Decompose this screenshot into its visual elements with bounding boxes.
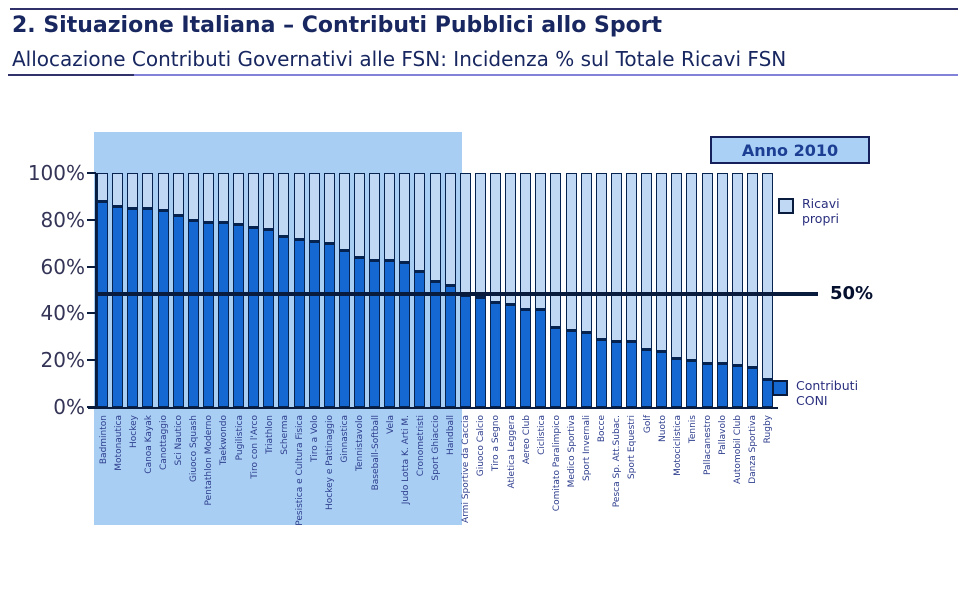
segment-contributi-coni bbox=[97, 201, 108, 407]
bar-pallacanestro bbox=[702, 173, 713, 407]
segment-ricavi-propri bbox=[218, 173, 229, 222]
segment-ricavi-propri bbox=[112, 173, 123, 206]
segment-ricavi-propri bbox=[369, 173, 380, 260]
x-label: Armi Sportive da Caccia bbox=[461, 415, 472, 524]
bar-medico-sportiva bbox=[566, 173, 577, 407]
segment-contributi-coni bbox=[747, 367, 758, 407]
x-label: Badminton bbox=[98, 415, 109, 465]
segment-contributi-coni bbox=[686, 360, 697, 407]
x-label: Hockey e Pattinaggio bbox=[325, 415, 336, 510]
segment-ricavi-propri bbox=[188, 173, 199, 220]
x-label: Hockey bbox=[128, 415, 139, 448]
segment-ricavi-propri bbox=[248, 173, 259, 227]
segment-ricavi-propri bbox=[460, 173, 471, 295]
bar-ginnastica bbox=[339, 173, 350, 407]
x-label: Comitato Paralimpico bbox=[551, 415, 562, 512]
segment-contributi-coni bbox=[505, 304, 516, 407]
contributi-coni-label: Contributi CONI bbox=[796, 378, 859, 408]
page-subtitle: Allocazione Contributi Governativi alle FSN: Incidenza % sul Totale Ricavi FSN bbox=[12, 47, 787, 71]
segment-ricavi-propri bbox=[294, 173, 305, 239]
x-label: Motonautica bbox=[113, 415, 124, 471]
bar-tennistavolo bbox=[354, 173, 365, 407]
segment-ricavi-propri bbox=[339, 173, 350, 250]
x-label: Rugby bbox=[763, 415, 774, 444]
segment-ricavi-propri bbox=[596, 173, 607, 339]
segment-contributi-coni bbox=[732, 365, 743, 407]
bar-badminton bbox=[97, 173, 108, 407]
segment-contributi-coni bbox=[717, 363, 728, 407]
y-tick-label: 100% bbox=[27, 161, 85, 185]
x-label: Pesistica e Cultura Fisica bbox=[295, 415, 305, 526]
segment-ricavi-propri bbox=[233, 173, 244, 224]
bar-danza-sportiva bbox=[747, 173, 758, 407]
bar-hockey-e-pattinaggio bbox=[324, 173, 335, 407]
bar-sport-invernali bbox=[581, 173, 592, 407]
segment-contributi-coni bbox=[188, 220, 199, 407]
bar-hockey bbox=[127, 173, 138, 407]
x-label: Sport Invernali bbox=[582, 415, 593, 482]
top-divider bbox=[10, 8, 958, 10]
x-label: Canottaggio bbox=[159, 415, 169, 471]
segment-ricavi-propri bbox=[263, 173, 274, 229]
bar-sport-ghiaccio bbox=[430, 173, 441, 407]
segment-ricavi-propri bbox=[717, 173, 728, 363]
segment-contributi-coni bbox=[460, 295, 471, 407]
y-tick-label: 80% bbox=[40, 207, 85, 232]
bar-judo-lotta-k-arti-m- bbox=[399, 173, 410, 407]
bar-comitato-paralimpico bbox=[550, 173, 561, 407]
x-label: Motociclistica bbox=[672, 415, 683, 476]
bar-ciclistica bbox=[535, 173, 546, 407]
bar-pesistica-e-cultura-fisica bbox=[294, 173, 305, 407]
x-label: Canoa Kayak bbox=[143, 415, 154, 474]
segment-ricavi-propri bbox=[309, 173, 320, 241]
subtitle-underline bbox=[8, 74, 958, 76]
segment-contributi-coni bbox=[702, 363, 713, 407]
bar-giuoco-calcio bbox=[475, 173, 486, 407]
x-label: Pallacanestro bbox=[703, 415, 713, 475]
x-label: Scherma bbox=[279, 415, 290, 455]
segment-contributi-coni bbox=[399, 262, 410, 407]
segment-contributi-coni bbox=[142, 208, 153, 407]
page-title: 2. Situazione Italiana – Contributi Pubblici allo Sport bbox=[12, 13, 663, 38]
segment-contributi-coni bbox=[566, 330, 577, 407]
bar-giuoco-squash bbox=[188, 173, 199, 407]
segment-contributi-coni bbox=[596, 339, 607, 407]
bar-pesca-sp-att-subac- bbox=[611, 173, 622, 407]
segment-contributi-coni bbox=[520, 309, 531, 407]
segment-ricavi-propri bbox=[399, 173, 410, 262]
x-label: Taekwondo bbox=[219, 415, 230, 466]
bar-armi-sportive-da-caccia bbox=[460, 173, 471, 407]
segment-ricavi-propri bbox=[671, 173, 682, 358]
segment-ricavi-propri bbox=[173, 173, 184, 215]
x-label: Vela bbox=[385, 415, 396, 435]
segment-ricavi-propri bbox=[445, 173, 456, 285]
bar-rugby bbox=[762, 173, 773, 407]
segment-ricavi-propri bbox=[732, 173, 743, 365]
bar-sci-nautico bbox=[173, 173, 184, 407]
segment-contributi-coni bbox=[641, 349, 652, 408]
x-label: Giuoco Calcio bbox=[476, 415, 487, 477]
fifty-percent-label: 50% bbox=[830, 283, 874, 304]
bar-triathlon bbox=[263, 173, 274, 407]
segment-ricavi-propri bbox=[535, 173, 546, 309]
segment-ricavi-propri bbox=[278, 173, 289, 236]
segment-contributi-coni bbox=[233, 224, 244, 407]
segment-ricavi-propri bbox=[566, 173, 577, 330]
bar-pallavolo bbox=[717, 173, 728, 407]
segment-ricavi-propri bbox=[611, 173, 622, 341]
x-label: Sci Nautico bbox=[174, 415, 185, 466]
segment-ricavi-propri bbox=[127, 173, 138, 208]
segment-contributi-coni bbox=[127, 208, 138, 407]
x-label: Tennis bbox=[687, 415, 698, 444]
y-tick-label: 20% bbox=[40, 348, 85, 373]
bar-tiro-a-segno bbox=[490, 173, 501, 407]
bar-pugilistica bbox=[233, 173, 244, 407]
x-label: Pallavolo bbox=[718, 415, 729, 455]
x-label: Golf bbox=[642, 415, 653, 434]
bar-handball bbox=[445, 173, 456, 407]
y-axis-line bbox=[95, 173, 97, 408]
segment-contributi-coni bbox=[158, 210, 169, 407]
segment-ricavi-propri bbox=[656, 173, 667, 351]
x-label: Baseball-Softball bbox=[370, 415, 381, 491]
x-label: Sport Ghiaccio bbox=[431, 415, 441, 481]
segment-contributi-coni bbox=[535, 309, 546, 407]
bar-bocce bbox=[596, 173, 607, 407]
bar-sport-equestri bbox=[626, 173, 637, 407]
subtitle-underline-dark bbox=[8, 74, 134, 76]
x-label: Atletica Leggera bbox=[506, 415, 517, 489]
x-label: Medico Sportiva bbox=[567, 415, 577, 488]
bar-automobil-club bbox=[732, 173, 743, 407]
x-label: Danza Sportiva bbox=[748, 415, 759, 484]
bar-cronometristi bbox=[414, 173, 425, 407]
legend-ricavi-propri bbox=[778, 196, 840, 226]
bar-scherma bbox=[278, 173, 289, 407]
x-label: Pesca Sp. Att.Subac. bbox=[612, 415, 623, 508]
x-label: Ginnastica bbox=[340, 415, 351, 463]
x-label: Triathlon bbox=[264, 415, 275, 454]
segment-contributi-coni bbox=[339, 250, 350, 407]
bar-tennis bbox=[686, 173, 697, 407]
segment-ricavi-propri bbox=[384, 173, 395, 260]
segment-contributi-coni bbox=[354, 257, 365, 407]
x-label: Judo Lotta K. Arti M. bbox=[400, 415, 411, 505]
segment-ricavi-propri bbox=[686, 173, 697, 360]
segment-contributi-coni bbox=[173, 215, 184, 407]
segment-ricavi-propri bbox=[550, 173, 561, 327]
segment-contributi-coni bbox=[309, 241, 320, 407]
segment-ricavi-propri bbox=[203, 173, 214, 222]
bar-taekwondo bbox=[218, 173, 229, 407]
segment-contributi-coni bbox=[294, 239, 305, 407]
segment-contributi-coni bbox=[384, 260, 395, 407]
segment-contributi-coni bbox=[445, 285, 456, 407]
bar-pentathlon-moderno bbox=[203, 173, 214, 407]
y-tick-label: 0% bbox=[53, 395, 85, 419]
stacked-bar-chart bbox=[0, 110, 958, 610]
y-tick-label: 40% bbox=[40, 301, 85, 326]
segment-ricavi-propri bbox=[97, 173, 108, 201]
bar-canoa-kayak bbox=[142, 173, 153, 407]
bar-tiro-a-volo bbox=[309, 173, 320, 407]
x-label: Nuoto bbox=[657, 415, 668, 442]
segment-contributi-coni bbox=[218, 222, 229, 407]
x-label: Bocce bbox=[597, 415, 608, 443]
x-label: Tiro a Volo bbox=[310, 415, 321, 462]
segment-ricavi-propri bbox=[354, 173, 365, 257]
bar-vela bbox=[384, 173, 395, 407]
fifty-percent-line bbox=[95, 292, 818, 296]
segment-contributi-coni bbox=[475, 297, 486, 407]
x-label: Tiro con l'Arco bbox=[249, 415, 260, 479]
ricavi-propri-label: Ricavi propri bbox=[802, 196, 840, 226]
bar-baseball-softball bbox=[369, 173, 380, 407]
segment-ricavi-propri bbox=[747, 173, 758, 367]
x-label: Aereo Club bbox=[521, 415, 532, 465]
segment-contributi-coni bbox=[550, 327, 561, 407]
segment-contributi-coni bbox=[112, 206, 123, 407]
segment-ricavi-propri bbox=[505, 173, 516, 304]
x-label: Ciclistica bbox=[536, 415, 547, 455]
bar-tiro-con-l-arco bbox=[248, 173, 259, 407]
segment-ricavi-propri bbox=[324, 173, 335, 243]
segment-contributi-coni bbox=[248, 227, 259, 407]
x-label: Pentathlon Moderno bbox=[204, 415, 215, 506]
segment-ricavi-propri bbox=[641, 173, 652, 349]
x-axis-line bbox=[88, 407, 778, 409]
bar-atletica-leggera bbox=[505, 173, 516, 407]
x-label: Tiro a Segno bbox=[491, 415, 502, 472]
segment-ricavi-propri bbox=[142, 173, 153, 208]
bar-motonautica bbox=[112, 173, 123, 407]
segment-ricavi-propri bbox=[520, 173, 531, 309]
x-label: Tennistavolo bbox=[355, 415, 366, 471]
segment-contributi-coni bbox=[656, 351, 667, 407]
bar-golf bbox=[641, 173, 652, 407]
segment-ricavi-propri bbox=[414, 173, 425, 271]
y-tick-label: 60% bbox=[40, 254, 85, 279]
segment-contributi-coni bbox=[430, 281, 441, 407]
x-label: Automobil Club bbox=[733, 415, 744, 484]
segment-ricavi-propri bbox=[490, 173, 501, 302]
legend-contributi-coni bbox=[772, 378, 858, 408]
segment-ricavi-propri bbox=[762, 173, 773, 379]
bar-motociclistica bbox=[671, 173, 682, 407]
x-label: Pugilistica bbox=[234, 415, 245, 461]
segment-ricavi-propri bbox=[702, 173, 713, 363]
segment-contributi-coni bbox=[278, 236, 289, 407]
segment-ricavi-propri bbox=[581, 173, 592, 332]
segment-ricavi-propri bbox=[158, 173, 169, 210]
x-label: Giuoco Squash bbox=[189, 415, 200, 483]
segment-contributi-coni bbox=[490, 302, 501, 407]
segment-contributi-coni bbox=[203, 222, 214, 407]
segment-contributi-coni bbox=[263, 229, 274, 407]
segment-contributi-coni bbox=[369, 260, 380, 407]
segment-ricavi-propri bbox=[430, 173, 441, 281]
contributi-coni-swatch bbox=[772, 380, 788, 396]
segment-ricavi-propri bbox=[475, 173, 486, 297]
segment-contributi-coni bbox=[581, 332, 592, 407]
ricavi-propri-swatch bbox=[778, 198, 794, 214]
x-label: Handball bbox=[446, 415, 457, 455]
segment-contributi-coni bbox=[611, 341, 622, 407]
bar-canottaggio bbox=[158, 173, 169, 407]
segment-contributi-coni bbox=[324, 243, 335, 407]
x-label: Cronometristi bbox=[415, 415, 426, 477]
year-badge: Anno 2010 bbox=[710, 136, 870, 164]
segment-contributi-coni bbox=[671, 358, 682, 407]
x-label: Sport Equestri bbox=[627, 415, 638, 480]
segment-contributi-coni bbox=[626, 341, 637, 407]
segment-ricavi-propri bbox=[626, 173, 637, 341]
bar-aereo-club bbox=[520, 173, 531, 407]
bar-nuoto bbox=[656, 173, 667, 407]
